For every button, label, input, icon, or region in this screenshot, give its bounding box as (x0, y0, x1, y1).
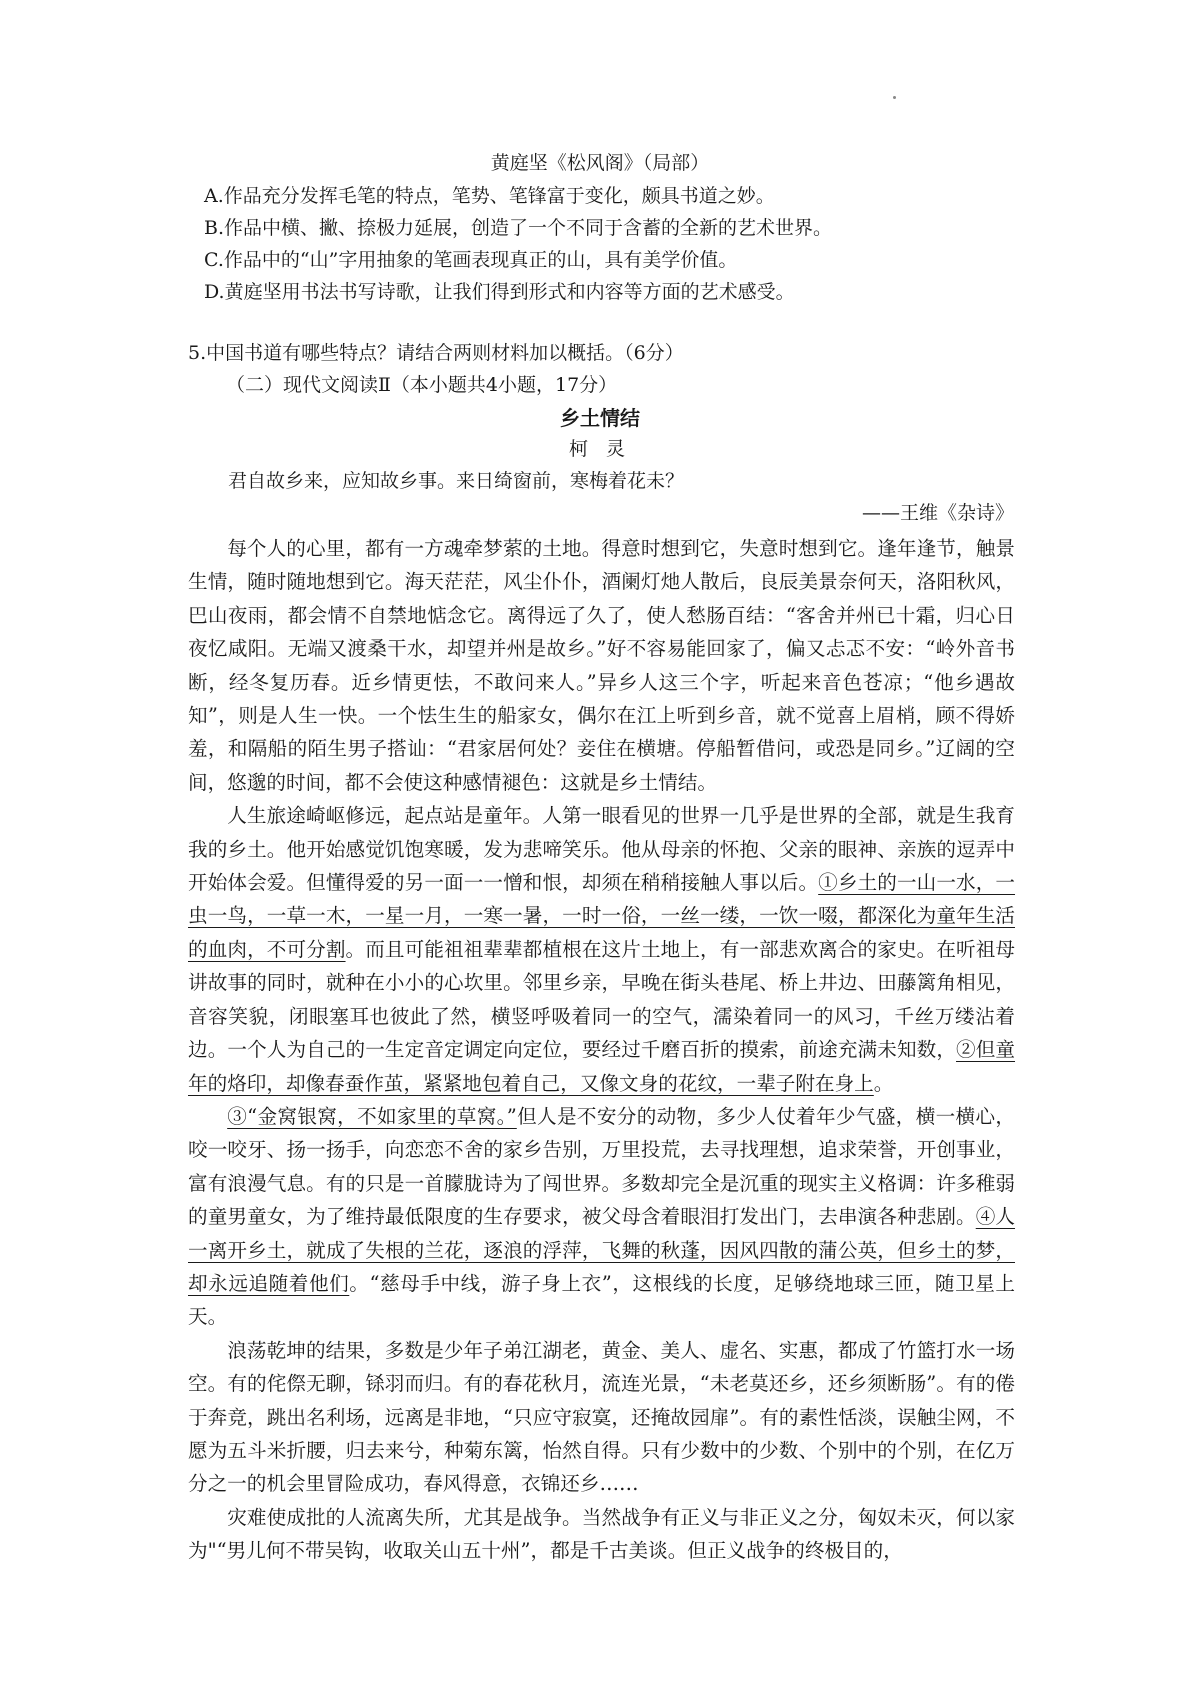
underlined-sentence-4: ④人一离开乡土，就成了失根的兰花，逐浪的浮萍，飞舞的秋蓬，因风四散的蒲公英，但乡土的梦，却永远追随着他们 (188, 1205, 1016, 1295)
paragraph-4: 浪荡乾坤的结果，多数是少年子弟江湖老，黄金、美人、虚名、实惠，都成了竹篮打水一场空。有的侘傺无聊，铩羽而归。有的春花秋月，流连光景，“未老莫还乡，还乡须断肠”。有的倦于奔竞，跳出名利场，远离是非地，“只应守寂寞，还掩故园扉”。有的素性恬淡，误触尘网，不愿为五斗米折腰，归去来兮，种菊东篱，怡然自得。只有少数中的少数、个别中的个别，在亿万分之一的机会里冒险成功，春风得意，衣锦还乡…… (188, 1338, 1015, 1496)
option-b: B.作品中横、撇、捺极力延展，创造了一个不同于含蓄的全新的艺术世界。 (204, 217, 833, 239)
p3-text-b: 。“慈母手中线，游子身上衣”，这根线的长度，足够绕地球三匝，随卫星上天。 (188, 1271, 1015, 1329)
article-author: 柯 灵 (568, 438, 632, 460)
image-caption: 黄庭坚《松风阁》（局部） (490, 152, 710, 174)
article-body (188, 532, 1015, 1568)
paragraph-3 (188, 1100, 1015, 1334)
p2-text-a: 人生旅途崎岖修远，起点站是童年。人第一眼看见的世界一几乎是世界的全部，就是生我育我的乡土。他开始感觉饥饱寒暖，发为悲啼笑乐。他从母亲的怀抱、父亲的眼神、亲族的逗弄中开始体会爱。但懂得爱的另一面一一憎和恨，却须在稍稍接触人事以后。 (188, 804, 1015, 895)
underlined-sentence-3: ③“金窝银窝，不如家里的草窝。” (227, 1104, 517, 1128)
scan-speck (893, 96, 896, 99)
underlined-sentence-1: ①乡土的一山一水，一虫一鸟，一草一木，一星一月，一寒一暑，一时一俗，一丝一缕，一饮一啜，都深化为童年生活的血肉，不可分割 (188, 871, 1016, 961)
option-a: A.作品充分发挥毛笔的特点，笔势、笔锋富于变化，颇具书道之妙。 (204, 185, 775, 207)
question-5: 5.中国书道有哪些特点？请结合两则材料加以概括。（6分） (188, 342, 684, 364)
paragraph-2 (188, 799, 1015, 1100)
epigraph-poem: 君自故乡来，应知故乡事。来日绮窗前，寒梅着花未？ (228, 470, 685, 492)
p3-text-a: 但人是不安分的动物，多少人仗着年少气盛，横一横心，咬一咬牙、扬一扬手，向恋恋不舍的家乡告别，万里投荒，去寻找理想，追求荣誉，开创事业，富有浪漫气息。有的只是一首朦胧诗为了闯世界。多数却完全是沉重的现实主义格调：许多稚弱的童男童女，为了维持最低限度的生存要求，被父母含着眼泪打发出门，去串演各种悲剧。 (188, 1104, 1016, 1229)
article-title: 乡土情结 (560, 406, 640, 430)
p2-text-b: 。而且可能祖祖辈辈都植根在这片土地上，有一部悲欢离合的家史。在听祖母讲故事的同时，就种在小小的心坎里。邻里乡亲，早晚在街头巷尾、桥上井边、田藤篱角相见，音容笑貌，闭眼塞耳也彼此了然，横竖呼吸着同一的空气，濡染着同一的风习，千丝万缕沾着边。一个人为自己的一生定音定调定向定位，要经过千磨百折的摸索，前途充满未知数， (188, 937, 1016, 1062)
underlined-sentence-2: ②但童年的烙印，却像春蚕作茧，紧紧地包着自己，又像文身的花纹，一辈子附在身上 (188, 1038, 1016, 1095)
epigraph-source: ——王维《杂诗》 (861, 502, 1014, 524)
paragraph-5: 灾难使成批的人流离失所，尤其是战争。当然战争有正义与非正义之分，匈奴未灭，何以家为"“男儿何不带吴钩，收取关山五十州”，都是千古美谈。但正义战争的终极目的， (188, 1505, 1015, 1563)
paragraph-1: 每个人的心里，都有一方魂牵梦萦的土地。得意时想到它，失意时想到它。逢年逢节，触景生情，随时随地想到它。海天茫茫，风尘仆仆，酒阑灯灺人散后，良辰美景奈何天，洛阳秋风，巴山夜雨，都会情不自禁地惦念它。离得远了久了，使人愁肠百结：“客舍并州已十霜，归心日夜忆咸阳。无端又渡桑干水，却望并州是故乡。”好不容易能回家了，偏又忐忑不安：“岭外音书断，经冬复历春。近乡情更怯，不敢问来人。”异乡人这三个字，听起来音色苍凉；“他乡遇故知”，则是人生一快。一个怯生生的船家女，偶尔在江上听到乡音，就不觉喜上眉梢，顾不得娇羞，和隔船的陌生男子搭讪：“君家居何处？妾住在横塘。停船暂借问，或恐是同乡。”辽阔的空间，悠邈的时间，都不会使这种感情褪色：这就是乡土情结。 (188, 537, 1016, 794)
option-c: C.作品中的“山”字用抽象的笔画表现真正的山，具有美学价值。 (204, 249, 738, 271)
p2-text-c: 。 (873, 1071, 894, 1095)
option-d: D.黄庭坚用书法书写诗歌，让我们得到形式和内容等方面的艺术感受。 (204, 281, 795, 303)
section-heading: （二）现代文阅读Ⅱ（本小题共4小题，17分） (226, 374, 618, 396)
answer-options (204, 180, 832, 308)
